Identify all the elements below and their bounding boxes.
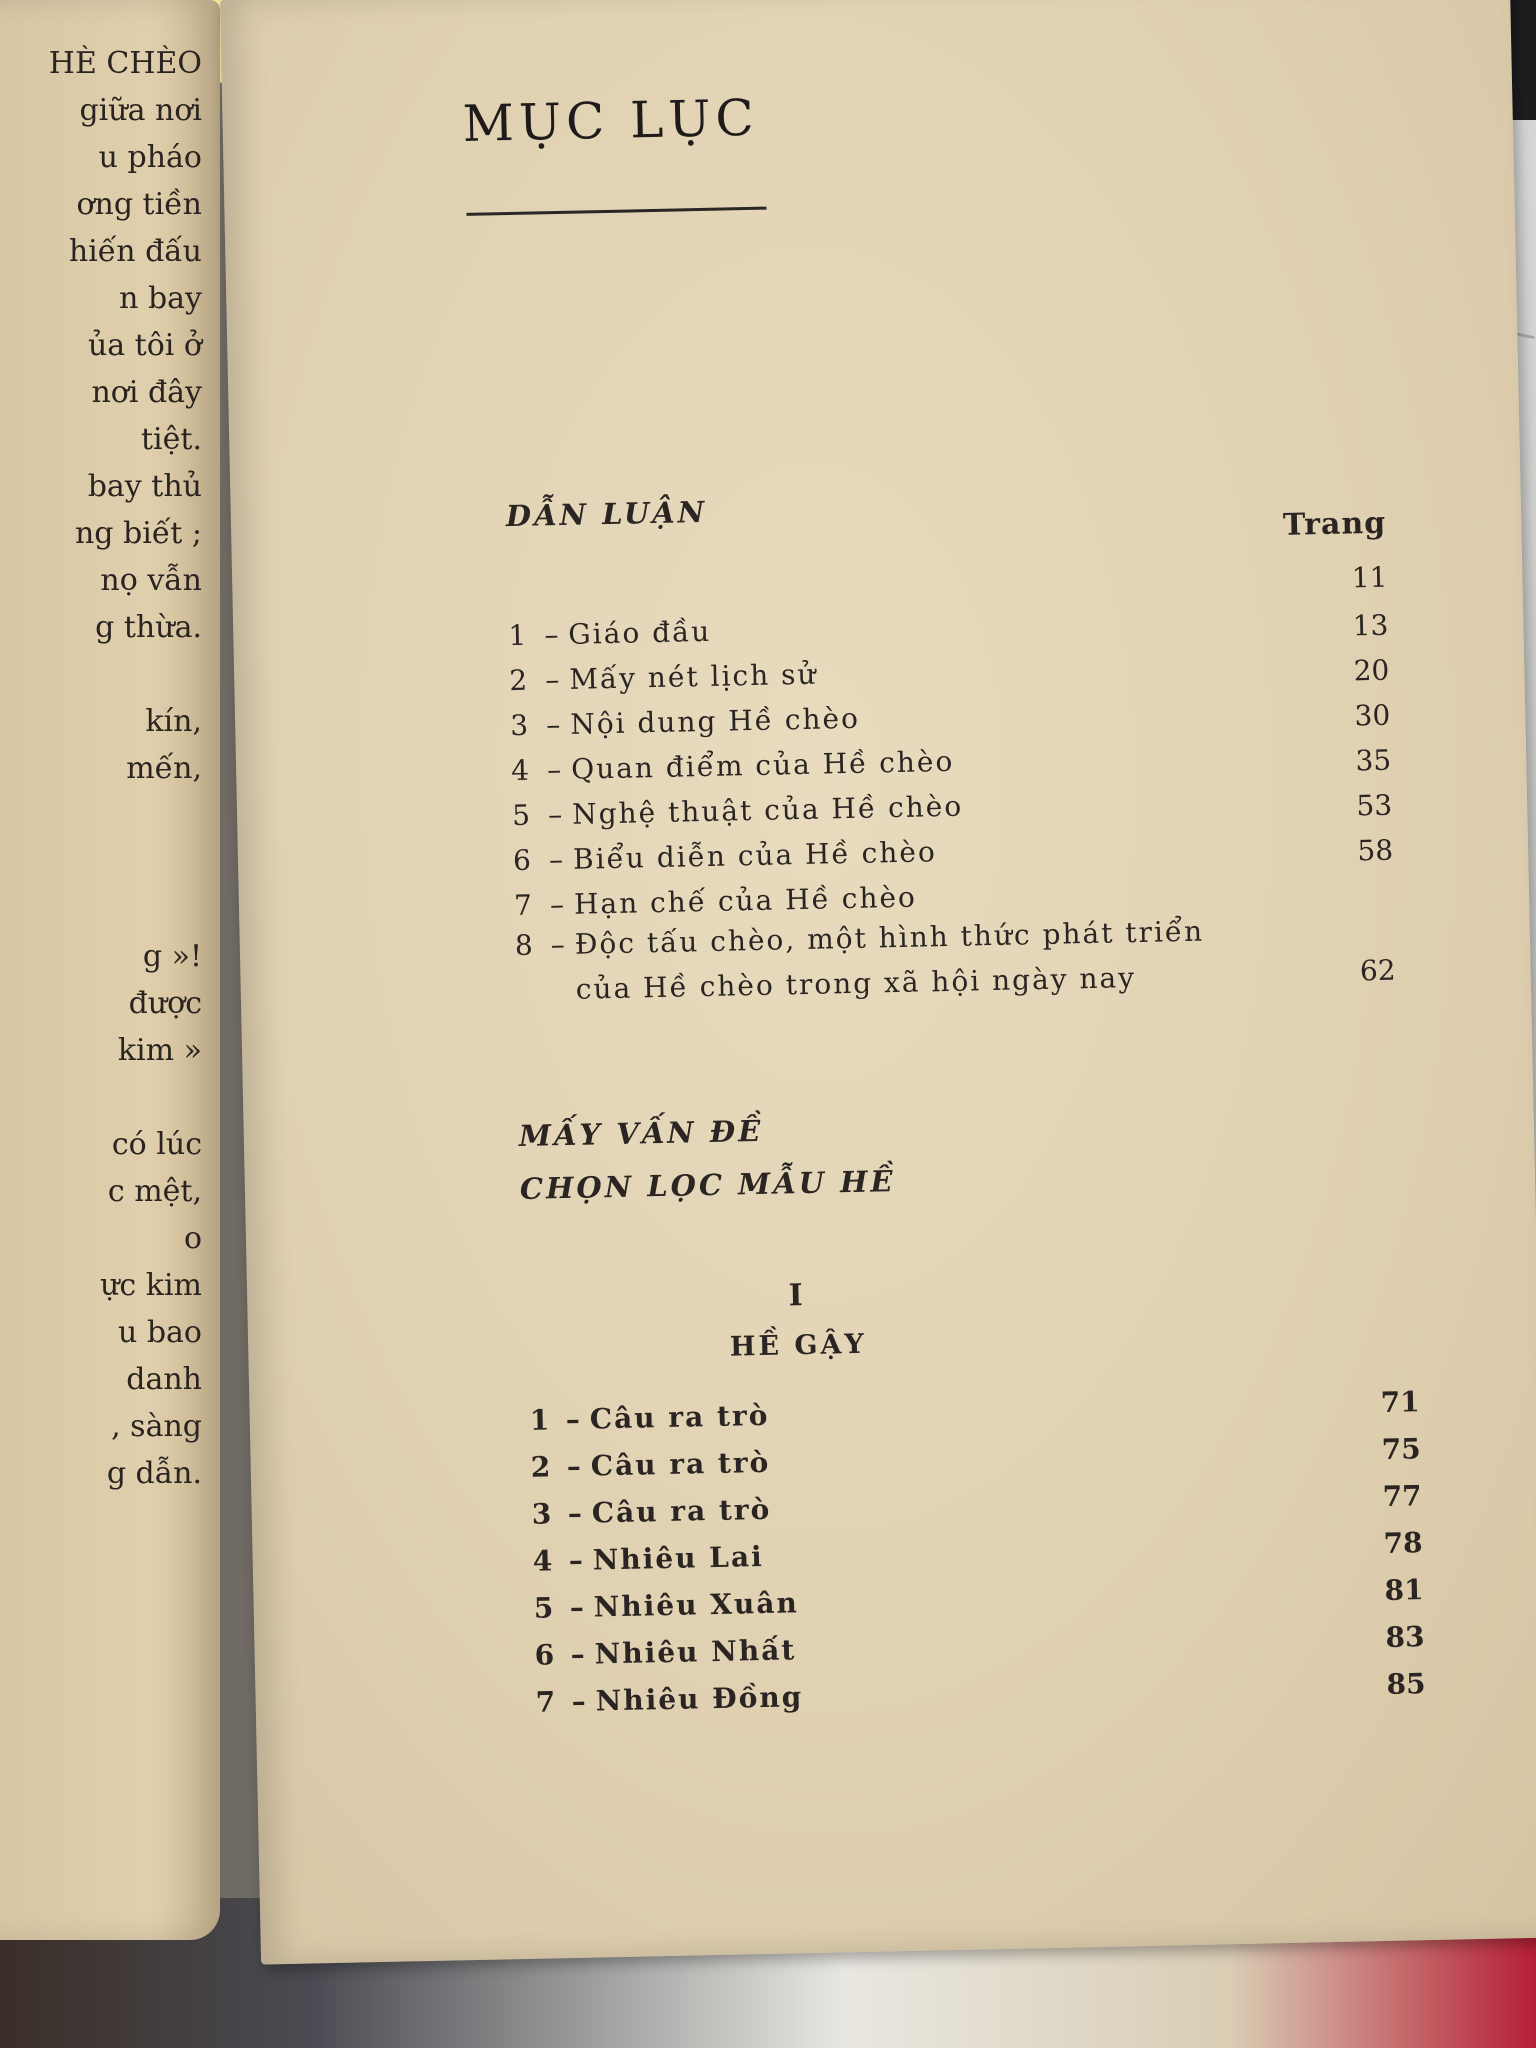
entry-number: 1 <box>508 618 529 653</box>
entry-title: Hạn chế của Hề chèo <box>573 880 918 921</box>
entry-title: Biểu diễn của Hề chèo <box>572 835 938 876</box>
entry-dash: – <box>567 1496 585 1531</box>
entry-page-number: 85 <box>1386 1667 1426 1701</box>
entry-number: 5 <box>511 798 533 833</box>
entry-page-number: 71 <box>1380 1385 1420 1419</box>
toc-entry <box>534 1633 796 1671</box>
entry-title: Nội dung Hề chèo <box>569 701 861 741</box>
entry-title: Nghệ thuật của Hề chèo <box>571 789 964 831</box>
entry-number: 7 <box>513 888 535 923</box>
left-page-line: u pháo <box>98 140 202 175</box>
toc-entry-8-continued <box>515 961 1136 1007</box>
toc-entry <box>508 615 712 652</box>
toc-entry <box>533 1586 799 1625</box>
entry-title: Nhiêu Lai <box>592 1539 765 1577</box>
entry-title: Mấy nét lịch sử <box>568 657 818 696</box>
right-page <box>220 0 1536 1965</box>
entry-dash: – <box>566 1449 584 1484</box>
left-page-line: ng biết ; <box>74 516 202 551</box>
entry-number: 5 <box>533 1591 556 1625</box>
entry-title-continued: của Hề chèo trong xã hội ngày nay <box>575 961 1137 1006</box>
entry-number: 6 <box>512 843 534 878</box>
entry-dash: – <box>569 1590 587 1625</box>
entry-dash: – <box>544 618 561 652</box>
entry-title: Giáo đầu <box>568 614 712 651</box>
entry-number: 3 <box>531 1497 554 1531</box>
entry-number: 2 <box>508 663 530 698</box>
title-underline <box>467 207 767 216</box>
entry-dash: – <box>545 707 563 742</box>
left-page-line: ủa tôi ở <box>87 328 202 363</box>
entry-title: Câu ra trò <box>590 1445 771 1483</box>
left-page-line: nọ vẫn <box>100 563 202 598</box>
intro-page-number: 11 <box>1351 560 1388 595</box>
entry-title: Câu ra trò <box>589 1398 770 1436</box>
entry-page-number: 75 <box>1381 1432 1421 1466</box>
toc-entry <box>509 658 818 697</box>
left-page-line: , sàng <box>111 1409 202 1444</box>
left-page-line: nơi đây <box>91 375 202 410</box>
entry-number: 2 <box>530 1450 553 1484</box>
entry-page-number: 62 <box>1359 953 1396 988</box>
left-page-line: tiệt. <box>141 422 202 457</box>
left-page-line: g »! <box>142 939 202 974</box>
toc-entry <box>514 881 917 922</box>
entry-dash: – <box>547 797 565 832</box>
entry-dash: – <box>550 927 568 962</box>
left-page-line: danh <box>126 1362 202 1397</box>
left-page-line: ực kim <box>100 1268 202 1303</box>
entry-title: Độc tấu chèo, một hình thức phát triển <box>574 914 1205 961</box>
toc-entry <box>529 1399 769 1437</box>
entry-dash: – <box>570 1637 588 1672</box>
left-page-line: g thừa. <box>95 610 202 645</box>
left-page-line <box>0 792 210 839</box>
left-page-line: kín, <box>145 704 202 739</box>
left-page-line <box>0 651 210 698</box>
entry-number: 4 <box>532 1544 555 1578</box>
entry-number: 4 <box>510 753 532 788</box>
entry-title: Nhiêu Xuân <box>593 1586 800 1624</box>
left-page-text <box>0 40 210 1497</box>
entry-number: 8 <box>514 928 536 963</box>
part-title: HỀ GẬY <box>729 1328 868 1363</box>
entry-number: 6 <box>534 1638 557 1672</box>
entry-dash: – <box>549 887 567 922</box>
left-page-line: hiến đấu <box>68 234 202 269</box>
toc-entry <box>532 1540 764 1578</box>
entry-page-number: 20 <box>1353 653 1390 688</box>
toc-entry <box>530 1446 770 1484</box>
left-page-line: bay thủ <box>87 469 202 504</box>
left-page-line: có lúc <box>111 1127 202 1162</box>
toc-entry <box>511 745 955 787</box>
entry-page-number: 30 <box>1354 698 1391 733</box>
toc-entry <box>512 790 964 832</box>
entry-title: Câu ra trò <box>591 1492 772 1530</box>
entry-dash: – <box>546 752 564 787</box>
part-roman-numeral: I <box>788 1278 807 1314</box>
entry-dash: – <box>565 1402 583 1437</box>
entry-number: 1 <box>529 1403 552 1437</box>
entry-dash: – <box>571 1684 589 1719</box>
left-page-line: c mệt, <box>107 1174 202 1209</box>
entry-page-number: 13 <box>1352 608 1389 643</box>
left-page-line: kim » <box>117 1033 202 1068</box>
entry-title: Nhiêu Nhất <box>594 1633 797 1671</box>
left-page-line: n bay <box>119 281 202 316</box>
section-heading-intro: DẪN LUẬN <box>505 494 708 534</box>
section-heading-2-line1: MẤY VẤN ĐỀ <box>518 1113 764 1153</box>
left-page-line: ơng tiền <box>76 187 202 222</box>
left-page-line <box>0 1074 210 1121</box>
left-page-line: giữa nơi <box>79 93 202 128</box>
left-page-line: mến, <box>126 751 202 786</box>
entry-dash: – <box>544 663 562 697</box>
entry-page-number: 78 <box>1383 1526 1423 1560</box>
entry-dash: – <box>568 1543 586 1578</box>
left-page-line <box>0 886 210 933</box>
left-page-line: u bao <box>117 1315 202 1350</box>
entry-dash: – <box>548 842 566 877</box>
entry-page-number: 58 <box>1357 833 1394 868</box>
left-page-line: o <box>183 1221 202 1256</box>
entry-number: 3 <box>509 708 531 743</box>
section-heading-2-line2: CHỌN LỌC MẪU HỀ <box>519 1164 896 1206</box>
toc-entry <box>510 702 860 742</box>
entry-page-number: 83 <box>1385 1620 1425 1654</box>
left-page-line <box>0 839 210 886</box>
entry-page-number: 81 <box>1384 1573 1424 1607</box>
entry-page-number: 77 <box>1382 1479 1422 1513</box>
left-page <box>0 0 220 1940</box>
left-page-line: được <box>128 986 202 1021</box>
entry-title: Nhiêu Đồng <box>595 1680 804 1718</box>
entry-title: Quan điểm của Hề chèo <box>570 744 955 786</box>
left-page-line: HÈ CHÈO <box>48 46 202 81</box>
page-column-header: Trang <box>1282 505 1387 543</box>
left-page-line: g dẫn. <box>106 1456 202 1491</box>
page-title: MỤC LỤC <box>462 88 760 153</box>
toc-entry <box>531 1493 771 1531</box>
toc-entry-8 <box>515 915 1205 962</box>
entry-number: 7 <box>535 1685 558 1719</box>
toc-entry <box>535 1680 803 1719</box>
entry-page-number: 53 <box>1356 788 1393 823</box>
entry-page-number: 35 <box>1355 743 1392 778</box>
toc-entry <box>513 835 937 877</box>
